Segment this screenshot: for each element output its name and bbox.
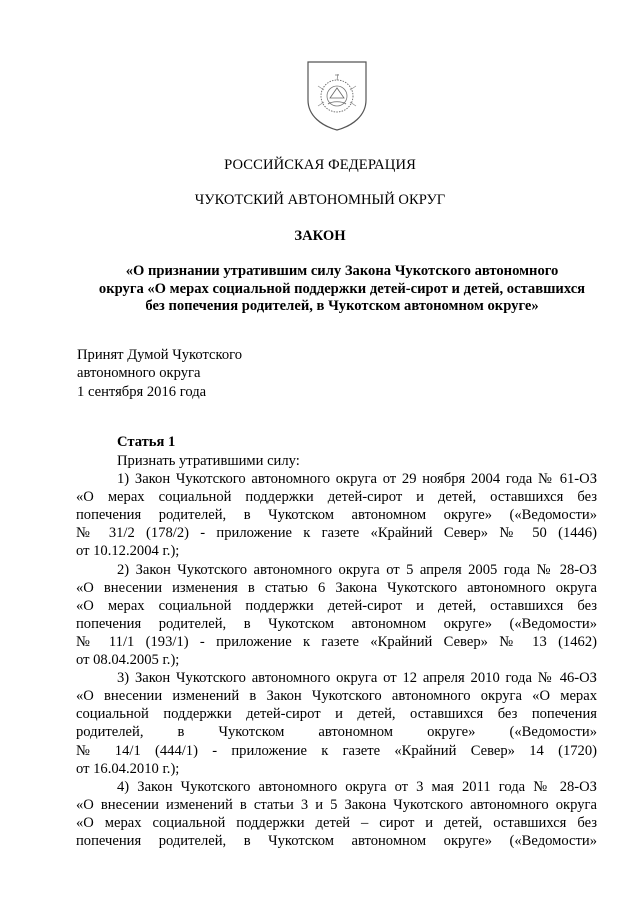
region-heading: ЧУКОТСКИЙ АВТОНОМНЫЙ ОКРУГ — [194, 192, 446, 208]
article-text-line: «О внесении изменений в статьи 3 и 5 Закона Чукотского автономного округа — [76, 796, 597, 813]
article-text-line: от 16.04.2010 г.); — [76, 760, 180, 777]
article-text-line: «О мерах социальной поддержки детей-сирот и детей, оставшихся без — [76, 489, 597, 506]
law-title-line: округа «О мерах социальной поддержки детей-сирот и детей, оставшихся — [98, 280, 586, 297]
article-text-line: попечения родителей, в Чукотском автономном округе» («Ведомости» — [76, 832, 597, 849]
article-text-line: 3) Закон Чукотского автономного округа от 12 апреля 2010 года № 46-ОЗ — [117, 670, 597, 687]
law-title-line: «О признании утратившим силу Закона Чукотского автономного — [125, 263, 559, 279]
article-text-line: социальной поддержки детей-сирот и детей, оставшихся без попечения — [76, 706, 597, 723]
law-title-line: без попечения родителей, в Чукотском автономном округе» — [145, 298, 539, 315]
article-text-line: № 11/1 (193/1) - приложение к газете «Крайний Север» № 13 (1462) — [76, 633, 597, 650]
article-text-line: попечения родителей, в Чукотском автономном округе» («Ведомости» — [76, 507, 597, 524]
article-text-line: от 10.12.2004 г.); — [76, 543, 180, 560]
article-text-line: попечения родителей, в Чукотском автономном округе» («Ведомости» — [76, 615, 597, 632]
article-text-line: «О внесении изменения в статью 6 Закона Чукотского автономного округа — [76, 579, 597, 596]
article-text-line: 2) Закон Чукотского автономного округа от 5 апреля 2005 года № 28-ОЗ — [117, 561, 597, 578]
adoption-date: 1 сентября 2016 года — [77, 383, 207, 400]
article-heading: Статья 1 — [117, 434, 176, 450]
adoption-info — [77, 346, 242, 401]
adoption-line: Принят Думой Чукотского — [77, 347, 243, 363]
adoption-line: автономного округа — [77, 365, 201, 382]
article-text-line: от 08.04.2005 г.); — [76, 652, 180, 669]
article-text-line: «О мерах социальной поддержки детей-сирот и детей, оставшихся без — [76, 597, 597, 614]
country-heading: РОССИЙСКАЯ ФЕДЕРАЦИЯ — [224, 157, 416, 173]
coat-of-arms-emblem — [304, 60, 370, 132]
article-text-line: «О внесении изменений в Закон Чукотского автономного округа «О мерах — [76, 688, 597, 705]
article-text-line: № 31/2 (178/2) - приложение к газете «Крайний Север» № 50 (1446) — [76, 525, 597, 542]
article-text-line: 1) Закон Чукотского автономного округа от 29 ноября 2004 года № 61-ОЗ — [117, 471, 597, 488]
document-type-heading: ЗАКОН — [294, 228, 346, 244]
article-body — [76, 452, 597, 850]
article-text-line: «О мерах социальной поддержки детей – сирот и детей, оставшихся без — [76, 814, 597, 831]
article-text-line: Признать утратившими силу: — [117, 453, 300, 469]
article-text-line: родителей, в Чукотском автономном округе» («Ведомости» — [76, 724, 597, 741]
law-title — [82, 263, 602, 316]
article-text-line: 4) Закон Чукотского автономного округа от 3 мая 2011 года № 28-ОЗ — [117, 778, 597, 795]
article-text-line: № 14/1 (444/1) - приложение к газете «Крайний Север» 14 (1720) — [76, 742, 597, 759]
